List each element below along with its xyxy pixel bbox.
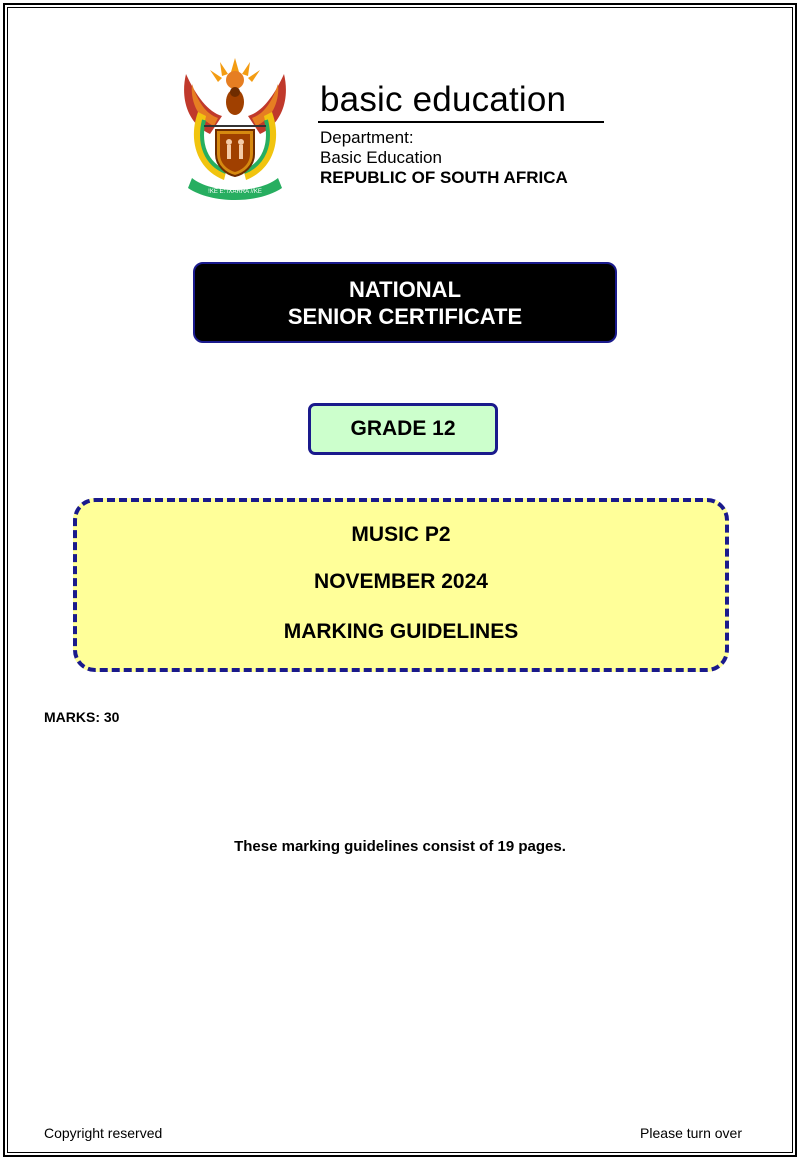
subject-doc-type: MARKING GUIDELINES bbox=[283, 620, 519, 643]
svg-text:!KE E: /XARRA //KE: !KE E: /XARRA //KE bbox=[208, 189, 262, 195]
subject-paper: MUSIC P2 bbox=[351, 523, 451, 546]
subject-session: NOVEMBER 2024 bbox=[314, 570, 488, 593]
country-name: REPUBLIC OF SOUTH AFRICA bbox=[320, 168, 568, 187]
total-marks: MARKS: 30 bbox=[44, 709, 120, 725]
department-name: Basic Education bbox=[320, 148, 442, 167]
brand-divider bbox=[318, 121, 604, 123]
brand-title: basic education bbox=[320, 80, 567, 119]
subject-panel bbox=[73, 498, 729, 672]
department-label: Department: bbox=[320, 128, 414, 147]
footer-turn-over: Please turn over bbox=[640, 1125, 742, 1141]
coat-of-arms-icon bbox=[178, 54, 292, 202]
grade-badge: GRADE 12 bbox=[308, 403, 498, 455]
footer-copyright: Copyright reserved bbox=[44, 1125, 163, 1141]
certificate-line-1: NATIONAL bbox=[348, 276, 462, 302]
page-count-note: These marking guidelines consist of 19 pages. bbox=[234, 838, 566, 855]
certificate-banner bbox=[193, 262, 617, 343]
certificate-line-2: SENIOR CERTIFICATE bbox=[287, 303, 523, 329]
